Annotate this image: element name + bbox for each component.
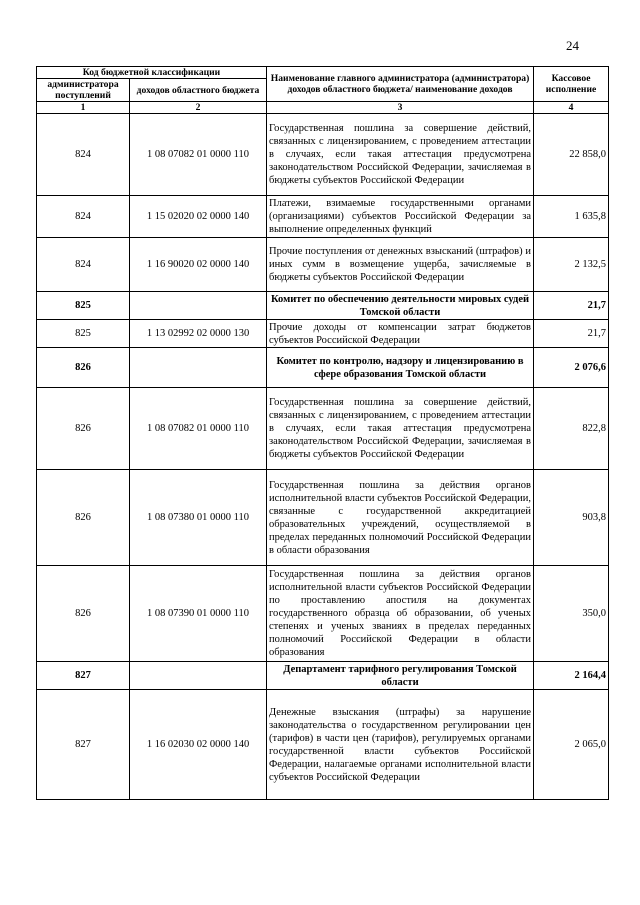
admin-code-cell: 826 [37, 566, 130, 662]
revenue-code-cell: 1 13 02992 02 0000 130 [130, 320, 267, 348]
header-revenue-code: доходов областного бюджета [130, 79, 267, 102]
administrator-row [37, 662, 609, 690]
header-classification-code: Код бюджетной классификации [37, 67, 267, 79]
revenue-code-cell: 1 08 07082 01 0000 110 [130, 114, 267, 196]
header-admin: администратора поступлений [37, 79, 130, 102]
header-col-number: 2 [130, 102, 267, 114]
revenue-code-cell: 1 15 02020 02 0000 140 [130, 196, 267, 238]
administrator-row [37, 292, 609, 320]
amount-cell: 2 164,4 [534, 662, 609, 690]
revenue-name-cell: Государственная пошлина за действия органов исполнительной власти субъектов Российской Федерации по проставлению апостиля на документах государственного образца об образовании, об ученых степенях и ученых званиях в пределах переданных полномочий Российской Федерации в области образования [267, 566, 534, 662]
amount-cell: 21,7 [534, 292, 609, 320]
revenue-name-cell: Государственная пошлина за действия органов исполнительной власти субъектов Российской Федерации, связанные с государственной аккредитацией образовательных учреждений, осуществляемой в пределах переданных полномочий Российской Федерации в области образования [267, 470, 534, 566]
admin-code-cell: 824 [37, 114, 130, 196]
revenue-name-cell: Государственная пошлина за совершение действий, связанных с лицензированием, с проведением аттестации в случаях, если такая аттестация предусмотрена законодательством Российской Федерации, зачисляемая в бюджеты субъектов Российской Федерации [267, 388, 534, 470]
header-cash-execution: Кассовое исполнение [534, 67, 609, 102]
revenue-name-cell: Прочие поступления от денежных взысканий (штрафов) и иных сумм в возмещение ущерба, зачисляемые в бюджеты субъектов Российской Федерации [267, 238, 534, 292]
budget-revenue-table [36, 66, 609, 800]
admin-code-cell: 826 [37, 348, 130, 388]
table-row [37, 114, 609, 196]
revenue-code-cell [130, 348, 267, 388]
revenue-code-cell: 1 08 07390 01 0000 110 [130, 566, 267, 662]
revenue-name-cell: Прочие доходы от компенсации затрат бюджетов субъектов Российской Федерации [267, 320, 534, 348]
amount-cell: 21,7 [534, 320, 609, 348]
admin-code-cell: 825 [37, 292, 130, 320]
table-row [37, 470, 609, 566]
admin-code-cell: 825 [37, 320, 130, 348]
table-row [37, 320, 609, 348]
revenue-code-cell [130, 662, 267, 690]
amount-cell: 903,8 [534, 470, 609, 566]
header-col-number: 4 [534, 102, 609, 114]
table-row [37, 238, 609, 292]
amount-cell: 822,8 [534, 388, 609, 470]
administrator-name-cell: Комитет по контролю, надзору и лицензированию в сфере образования Томской области [267, 348, 534, 388]
revenue-code-cell [130, 292, 267, 320]
amount-cell: 2 132,5 [534, 238, 609, 292]
revenue-name-cell: Денежные взыскания (штрафы) за нарушение законодательства о государственном регулировании цен (тарифов) в части цен (тарифов), регулируемых органами государственной власти субъектов Российской Федерации, налагаемые органами исполнительной власти субъектов Российской Федерации [267, 690, 534, 800]
table-row [37, 196, 609, 238]
header-col-number: 1 [37, 102, 130, 114]
administrator-name-cell: Комитет по обеспечению деятельности мировых судей Томской области [267, 292, 534, 320]
revenue-code-cell: 1 08 07380 01 0000 110 [130, 470, 267, 566]
admin-code-cell: 826 [37, 388, 130, 470]
page-number: 24 [566, 38, 579, 53]
revenue-name-cell: Государственная пошлина за совершение действий, связанных с лицензированием, с проведением аттестации в случаях, если такая аттестация предусмотрена законодательством Российской Федерации, зачисляемая в бюджеты субъектов Российской Федерации [267, 114, 534, 196]
amount-cell: 2 076,6 [534, 348, 609, 388]
amount-cell: 350,0 [534, 566, 609, 662]
administrator-name-cell: Департамент тарифного регулирования Томской области [267, 662, 534, 690]
revenue-code-cell: 1 08 07082 01 0000 110 [130, 388, 267, 470]
admin-code-cell: 827 [37, 662, 130, 690]
revenue-code-cell: 1 16 90020 02 0000 140 [130, 238, 267, 292]
admin-code-cell: 824 [37, 196, 130, 238]
table-row [37, 566, 609, 662]
revenue-name-cell: Платежи, взимаемые государственными органами (организациями) субъектов Российской Федерации за выполнение определенных функций [267, 196, 534, 238]
table-row [37, 388, 609, 470]
header-name: Наименование главного администратора (администратора) доходов областного бюджета/ наименование доходов [267, 67, 534, 102]
admin-code-cell: 826 [37, 470, 130, 566]
revenue-code-cell: 1 16 02030 02 0000 140 [130, 690, 267, 800]
amount-cell: 22 858,0 [534, 114, 609, 196]
table-row [37, 690, 609, 800]
amount-cell: 2 065,0 [534, 690, 609, 800]
administrator-row [37, 348, 609, 388]
admin-code-cell: 827 [37, 690, 130, 800]
header-col-number: 3 [267, 102, 534, 114]
admin-code-cell: 824 [37, 238, 130, 292]
amount-cell: 1 635,8 [534, 196, 609, 238]
